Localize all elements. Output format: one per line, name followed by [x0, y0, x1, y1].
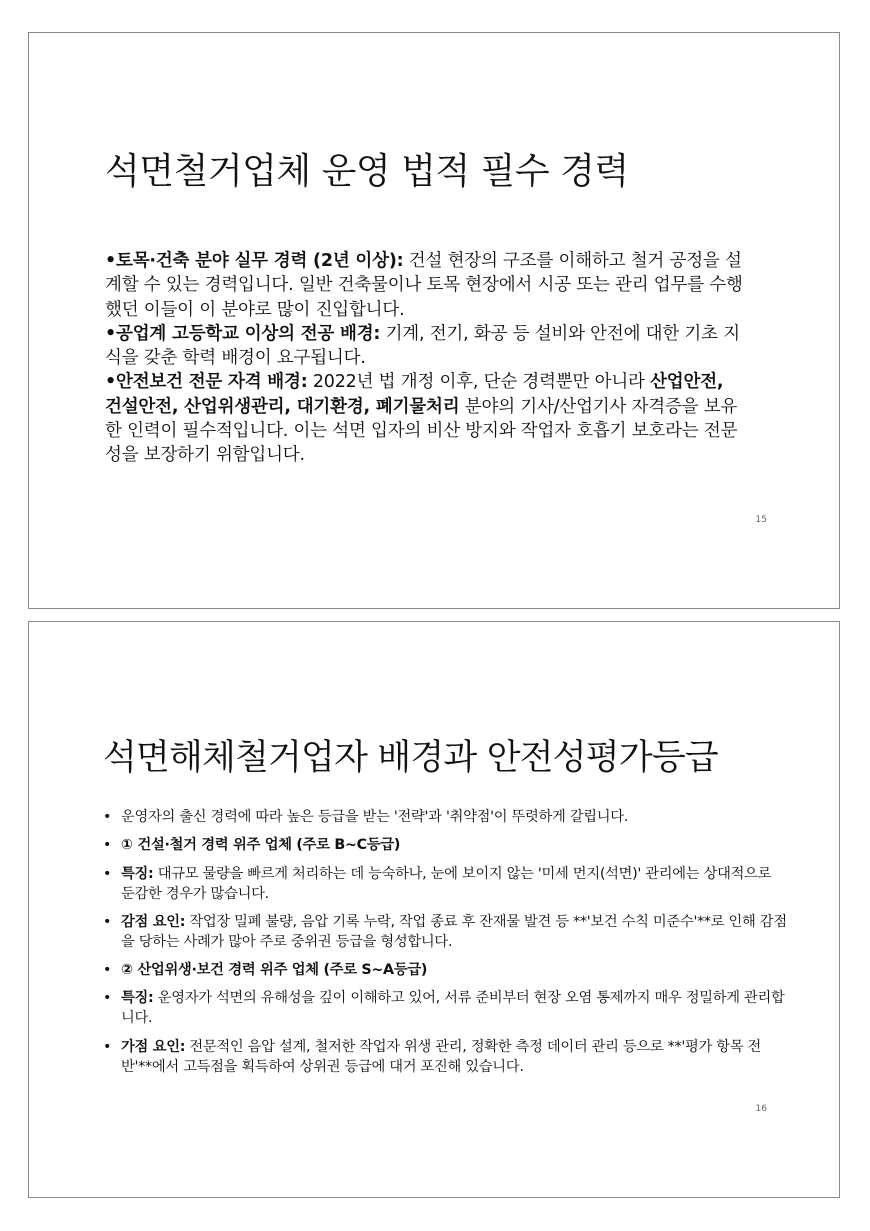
bold-label: •안전보건 전문 자격 배경: — [105, 372, 308, 393]
slide-16 — [28, 621, 840, 1198]
list-item — [97, 912, 787, 952]
page-number: 15 — [755, 515, 767, 525]
paragraph-text: 건설 현장의 구조를 이해하고 철거 공정을 설계할 수 있는 경력입니다. 일반 건축물이나 토목 현장에서 시공 또는 관리 업무를 수행했던 이들이 이 분야로 많이 진입합니다. — [105, 251, 743, 320]
item-bold-label: ① 건설·철거 경력 위주 업체 (주로 B~C등급) — [121, 837, 401, 854]
paragraph-text: 기계, 전기, 화공 등 설비와 안전에 대한 기초 지식을 갖춘 학력 배경이 요구됩니다. — [105, 323, 740, 369]
bold-label: •공업계 고등학교 이상의 전공 배경: — [105, 323, 381, 344]
item-bold-label: 특징: — [121, 865, 154, 882]
list-item — [97, 807, 787, 827]
bullet-icon: • — [103, 962, 112, 979]
paragraph-text: 분야의 기사/산업기사 자격증을 보유한 인력이 필수적입니다. 이는 석면 입자의 비산 방지와 작업자 호흡기 보호라는 전문성을 보장하기 위함입니다. — [105, 396, 738, 466]
paragraph-education — [105, 322, 745, 371]
item-text: 작업장 밀폐 불량, 음압 기록 누락, 작업 종료 후 잔재물 발견 등 **'보건 수칙 미준수'**로 인해 감점을 당하는 사례가 많아 주로 중위권 등급을 형성합니다. — [121, 913, 787, 950]
item-bold-label: 감점 요인: — [121, 913, 186, 930]
bullet-icon: • — [103, 1038, 112, 1055]
item-bold-label: 가점 요인: — [121, 1038, 186, 1055]
page-number: 16 — [755, 1104, 767, 1114]
item-text: 운영자가 석면의 유해성을 깊이 이해하고 있어, 서류 준비부터 현장 오염 통제까지 매우 정밀하게 관리합니다. — [121, 990, 785, 1027]
paragraph-career — [105, 249, 745, 322]
item-text: 전문적인 음압 설계, 철저한 작업자 위생 관리, 정확한 측정 데이터 관리 등으로 **'평가 항목 전반'**에서 고득점을 획득하여 상위권 등급에 대거 포진해 있습니다. — [121, 1038, 762, 1075]
item-bold-label: 특징: — [121, 990, 154, 1007]
list-item — [97, 988, 787, 1028]
slide-title: 석면철거업체 운영 법적 필수 경력 — [105, 151, 629, 192]
list-item — [97, 1037, 787, 1077]
item-text: 운영자의 출신 경력에 따라 높은 등급을 받는 '전략'과 '취약점'이 뚜렷하게 갈립니다. — [121, 809, 629, 825]
bullet-icon: • — [103, 809, 112, 825]
paragraph-text: 2022년 법 개정 이후, 단순 경력뿐만 아니라 — [307, 372, 651, 393]
bold-label: •토목·건축 분야 실무 경력 (2년 이상): — [105, 251, 404, 271]
slide-title: 석면해체철거업자 배경과 안전성평가등급 — [103, 738, 718, 778]
item-bold-label: ② 산업위생·보건 경력 위주 업체 (주로 S~A등급) — [121, 962, 428, 979]
bullet-icon: • — [103, 990, 112, 1007]
slide-15 — [28, 32, 840, 609]
list-item — [97, 960, 787, 980]
item-text: 대규모 물량을 빠르게 처리하는 데 능숙하나, 눈에 보이지 않는 '미세 먼지(석면)' 관리에는 상대적으로 둔감한 경우가 많습니다. — [121, 865, 772, 902]
bullet-icon: • — [103, 913, 112, 930]
bullet-icon: • — [103, 865, 112, 882]
paragraph-certification — [105, 370, 745, 467]
list-item — [97, 864, 787, 904]
list-item — [97, 835, 787, 855]
bold-fields: 산업안전, 건설안전, 산업위생관리, 대기환경, 폐기물처리 — [105, 372, 724, 417]
slide-body — [105, 249, 745, 468]
bullet-icon: • — [103, 837, 112, 854]
bullet-list — [97, 807, 787, 1085]
